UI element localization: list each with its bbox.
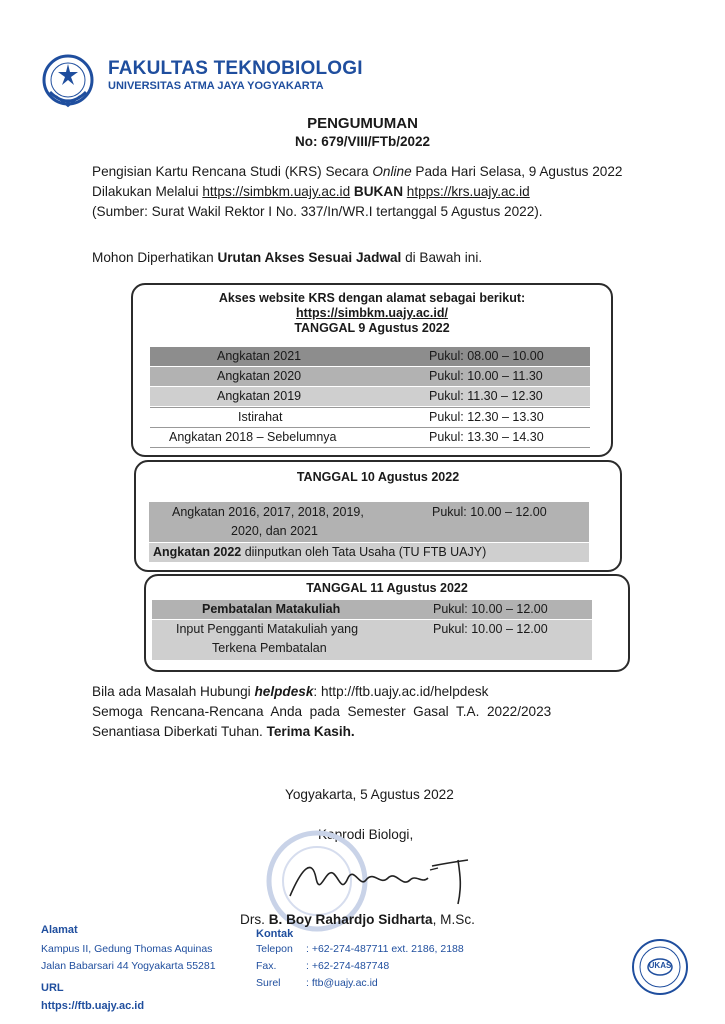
row-label: Angkatan 2016, 2017, 2018, 2019, [172,505,364,519]
row-label-2: 2020, dan 2021 [231,524,318,538]
notice-text-2: di Bawah ini. [401,250,483,265]
box1-url[interactable]: https://simbkm.uajy.ac.id/ [296,306,448,320]
footer-alamat-2: Jalan Babarsari 44 Yogyakarta 55281 [41,960,216,972]
row-time: Pukul: 12.30 – 13.30 [429,410,544,424]
row-time: Pukul: 10.00 – 12.00 [433,602,548,616]
row-time: Pukul: 08.00 – 10.00 [429,349,544,363]
notice-paragraph [92,248,652,268]
faculty-name: FAKULTAS TEKNOBIOLOGI [108,58,363,79]
schedule-row [152,600,592,619]
simbkm-link[interactable]: https://simbkm.uajy.ac.id [202,184,351,199]
footer-url-label: URL [41,982,64,994]
schedule-box-aug-9 [131,283,613,457]
signature-scribble [282,848,502,908]
schedule-row [150,367,590,386]
krs-link[interactable]: htpps://krs.uajy.ac.id [406,184,530,199]
page-title: PENGUMUMAN [307,115,418,132]
signer-name [240,912,475,927]
intro-online: Online [372,164,412,179]
note-bold: Angkatan 2022 [153,545,242,559]
row-label: Angkatan 2018 – Sebelumnya [169,430,337,444]
row-label-2: Terkena Pembatalan [212,641,327,655]
name-bold: B. Boy Rahardjo Sidharta [268,912,433,927]
university-logo [40,54,96,112]
note-text: diinputkan oleh Tata Usaha (TU FTB UAJY) [241,545,487,559]
row-time: Pukul: 11.30 – 12.30 [429,389,543,403]
intro-source: (Sumber: Surat Wakil Rektor I No. 337/In/WR.I tertanggal 5 Agustus 2022). [92,204,543,219]
footer-kontak-label: Kontak [256,928,294,940]
footer-alamat-1: Kampus II, Gedung Thomas Aquinas [41,943,213,955]
contact-label: Fax. [256,960,277,972]
name-suffix: , M.Sc. [432,912,475,927]
box2-date: TANGGAL 10 Agustus 2022 [296,470,460,484]
schedule-row [150,407,590,428]
intro-paragraph [92,162,652,222]
schedule-row [150,387,590,406]
helpdesk-label: helpdesk [254,684,314,699]
contact-value: : +62-274-487711 ext. 2186, 2188 [306,943,464,955]
footer-url[interactable]: https://ftb.uajy.ac.id [41,1000,145,1012]
contact-value: : +62-274-487748 [306,960,390,972]
row-label: Angkatan 2020 [217,369,302,383]
row-label: Angkatan 2021 [217,349,302,363]
helpdesk-link[interactable]: : http://ftb.uajy.ac.id/helpdesk [313,684,489,699]
box1-heading: Akses website KRS dengan alamat sebagai berikut: [218,291,526,305]
footer-alamat-label: Alamat [41,924,78,936]
schedule-box-aug-11 [144,574,630,672]
row-label: Angkatan 2019 [217,389,302,403]
notice-text-1: Mohon Diperhatikan [92,250,218,265]
closing-line-2: Semoga Rencana-Rencana Anda pada Semester Gasal T.A. 2022/2023 [92,704,552,719]
intro-bukan: BUKAN [353,184,404,199]
closing-thanks: Terima Kasih. [266,724,355,739]
note-row [149,543,589,562]
row-time: Pukul: 10.00 – 12.00 [433,622,548,636]
box3-date: TANGGAL 11 Agustus 2022 [306,581,468,595]
row-label: Pembatalan Matakuliah [202,602,341,616]
intro-text-1: Pengisian Kartu Rencana Studi (KRS) Secara [92,164,373,179]
seal-text: UKAS [648,961,672,970]
announcement-number: No: 679/VIII/FTb/2022 [294,134,431,149]
box1-date: TANGGAL 9 Agustus 2022 [294,321,450,335]
contact-label: Surel [256,977,281,989]
university-name: UNIVERSITAS ATMA JAYA YOGYAKARTA [108,80,324,92]
name-prefix: Drs. [240,912,269,927]
schedule-row [152,620,592,660]
row-time: Pukul: 13.30 – 14.30 [429,430,544,444]
contact-label: Telepon [256,943,293,955]
row-time: Pukul: 10.00 – 11.30 [429,369,543,383]
signer-role: Kaprodi Biologi, [318,827,414,842]
schedule-row [149,502,589,542]
schedule-box-aug-10 [134,460,622,572]
row-label: Istirahat [238,410,283,424]
closing-paragraph [92,682,652,742]
place-date: Yogyakarta, 5 Agustus 2022 [285,787,454,802]
contact-value[interactable]: : ftb@uajy.ac.id [306,977,378,989]
closing-text-1: Bila ada Masalah Hubungi [92,684,255,699]
intro-text-2: Pada Hari Selasa, 9 Agustus 2022 Dilakukan Melalui [92,164,623,199]
row-label: Input Pengganti Matakuliah yang [176,622,359,636]
row-time: Pukul: 10.00 – 12.00 [432,505,547,519]
closing-line-3: Senantiasa Diberkati Tuhan. [92,724,267,739]
notice-bold: Urutan Akses Sesuai Jadwal [217,250,402,265]
schedule-row [150,347,590,366]
certification-seal [630,937,690,997]
schedule-row [150,428,590,448]
